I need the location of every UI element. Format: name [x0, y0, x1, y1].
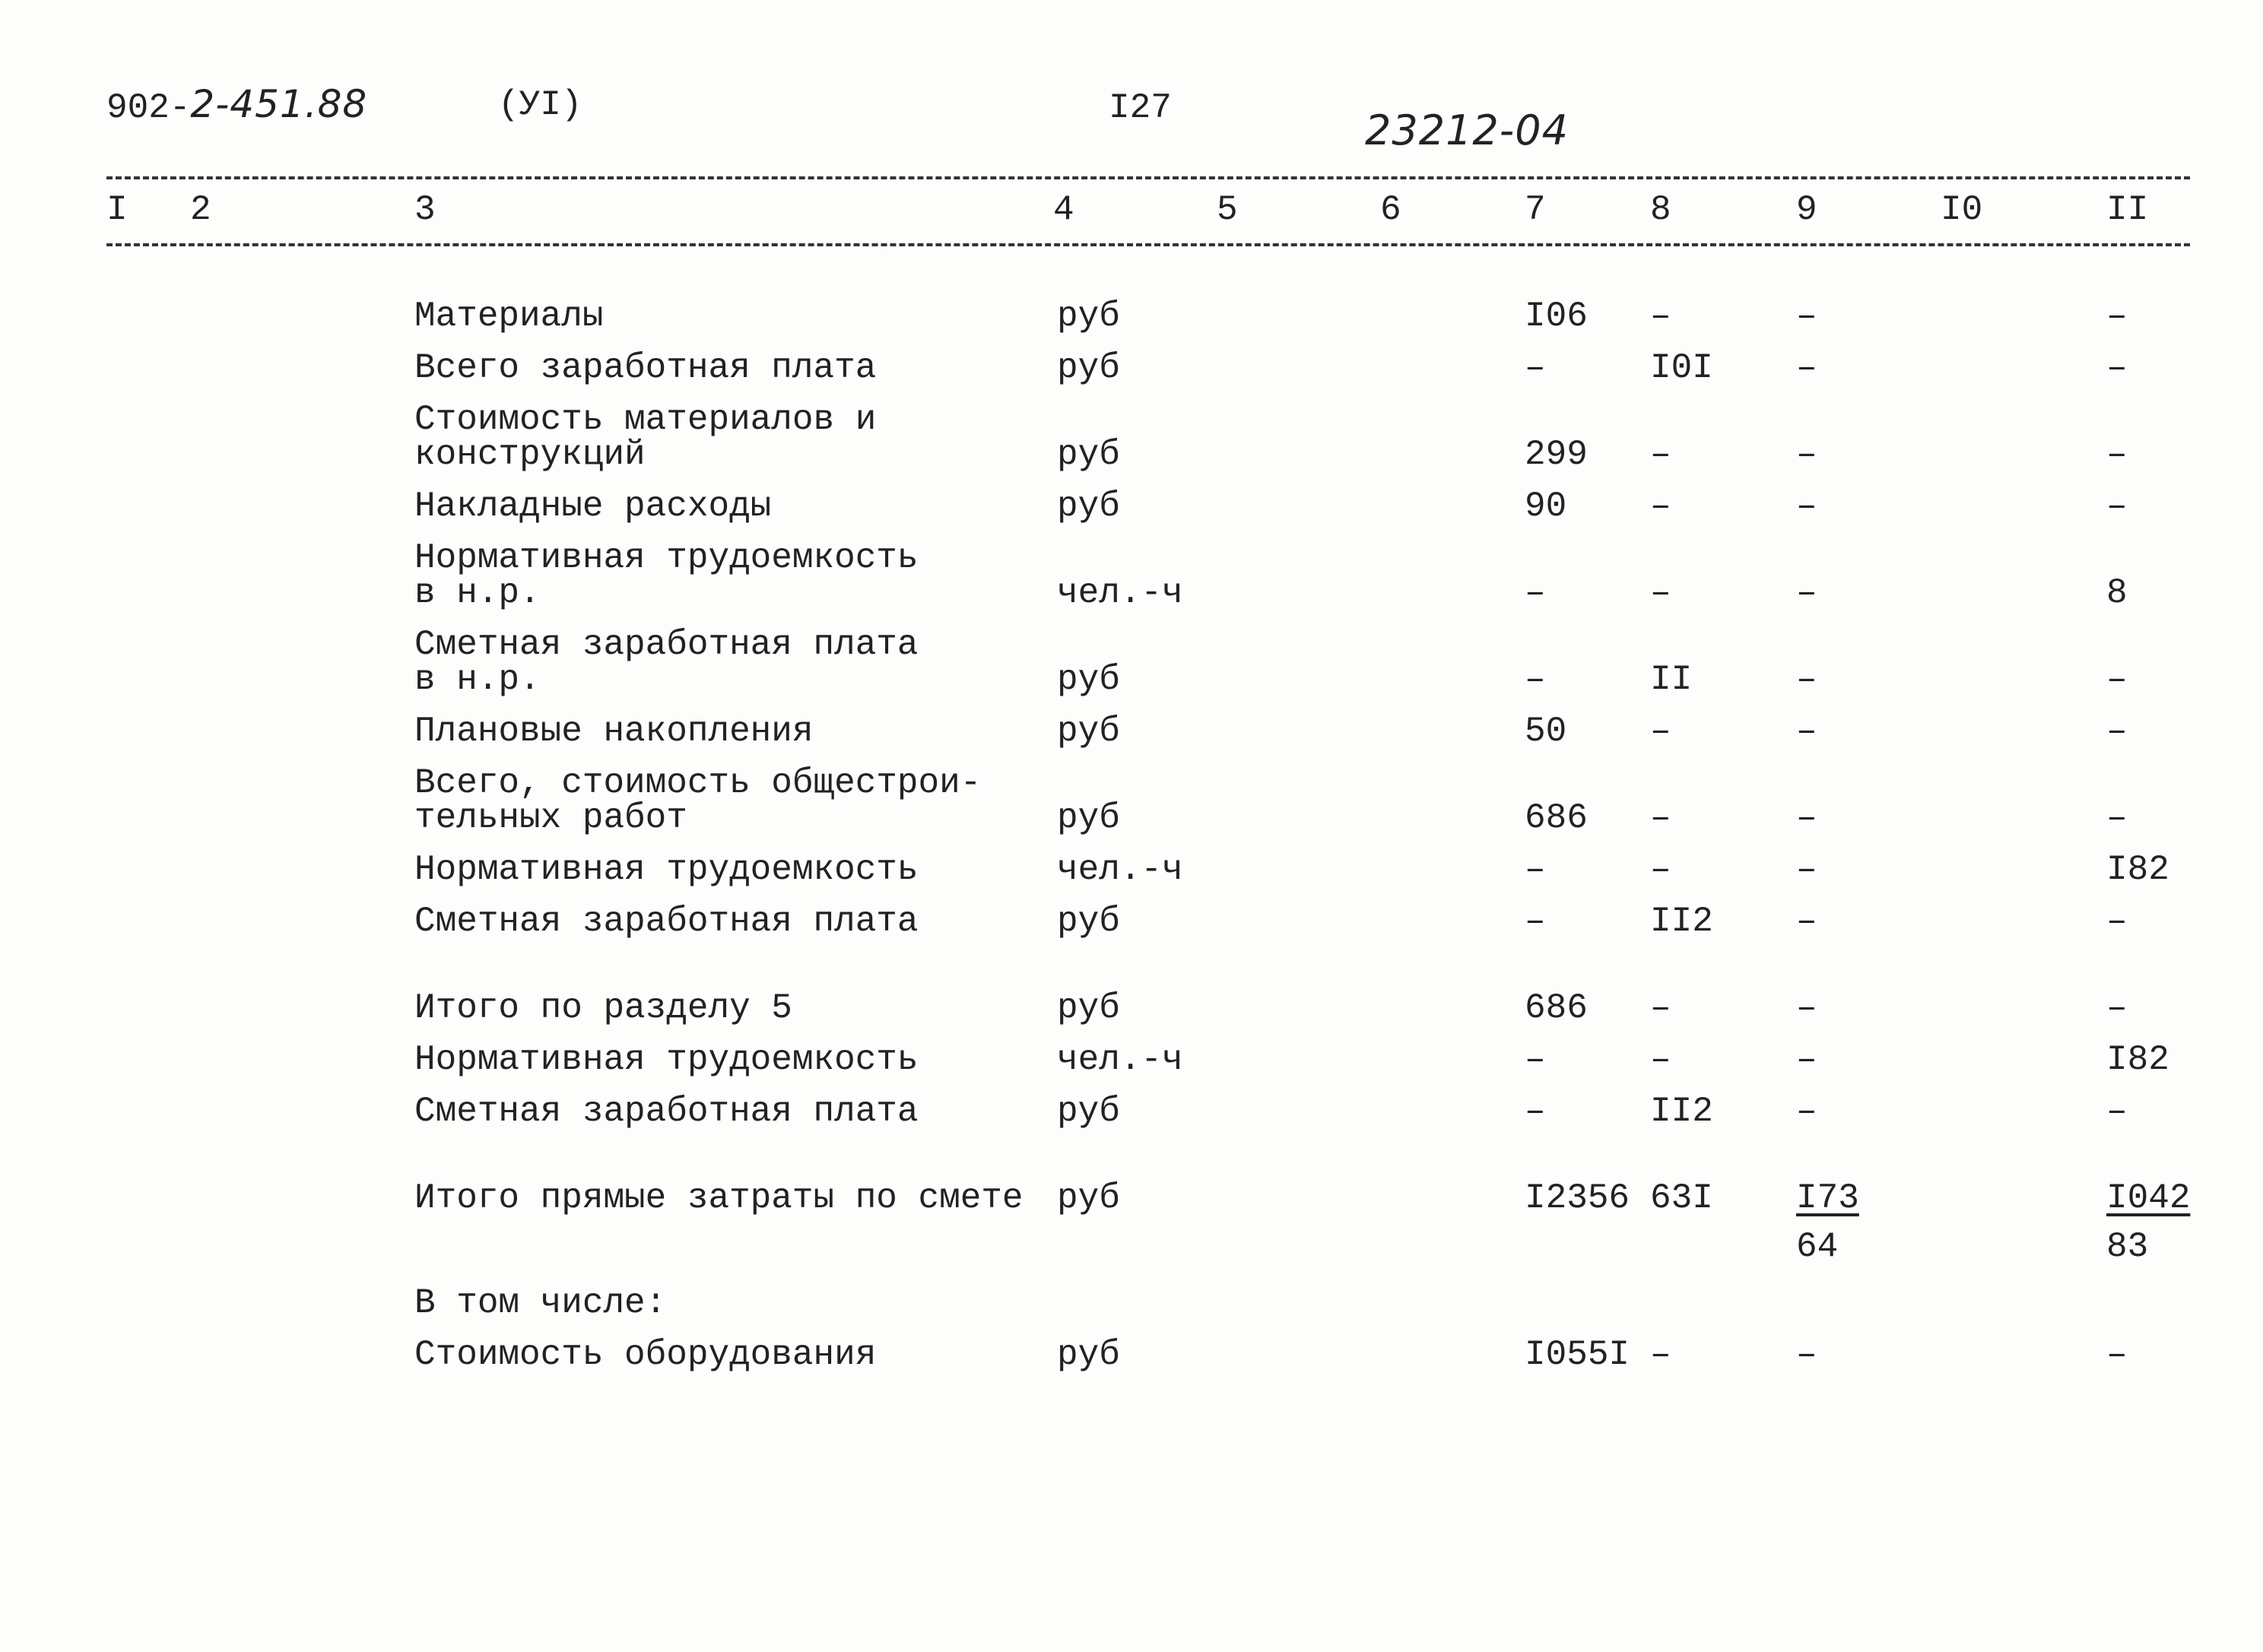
unit-cell: чел.-ч [1057, 850, 1183, 889]
col9-cell: – [1796, 660, 1817, 699]
col9-cell: – [1796, 573, 1817, 613]
col9-cell: – [1796, 296, 1817, 336]
col7-cell: I2356 [1525, 1178, 1630, 1218]
column-header-10: I0 [1941, 190, 1983, 230]
col7-cell: 686 [1525, 988, 1588, 1028]
col8-cell: – [1650, 573, 1671, 613]
col9-cell: – [1796, 1092, 1817, 1131]
row-label: Сметная заработная плата [414, 1092, 919, 1131]
unit-cell: руб [1057, 1335, 1120, 1375]
col11-cell: – [2106, 798, 2128, 838]
col7-cell: 686 [1525, 798, 1588, 838]
row-label: Нормативная трудоемкость [414, 1040, 919, 1080]
col11-cell: – [2106, 988, 2128, 1028]
col8-cell: – [1650, 1335, 1671, 1375]
col7-cell: 90 [1525, 487, 1567, 526]
col7-cell: I06 [1525, 296, 1588, 336]
column-header-11: II [2106, 190, 2149, 230]
volume-label: (УI) [498, 85, 582, 125]
col8-cell: – [1650, 798, 1671, 838]
col11-cell: – [2106, 435, 2128, 474]
col11-cell-fraction: 83 [2106, 1227, 2149, 1267]
header-bottom-divider [106, 243, 2190, 246]
unit-cell: руб [1057, 1092, 1120, 1131]
row-label: Сметная заработная плата [414, 625, 919, 664]
row-label: Плановые накопления [414, 712, 814, 751]
unit-cell: руб [1057, 435, 1120, 474]
col9-cell: – [1796, 798, 1817, 838]
col7-cell: – [1525, 902, 1546, 941]
row-label: Стоимость материалов и [414, 400, 877, 439]
unit-cell: руб [1057, 348, 1120, 388]
row-label: в н.р. [414, 573, 541, 613]
col11-cell: I82 [2106, 1040, 2169, 1080]
col9-cell: – [1796, 1335, 1817, 1375]
col7-cell: 299 [1525, 435, 1588, 474]
column-header-6: 6 [1380, 190, 1401, 230]
row-label: конструкций [414, 435, 646, 474]
col7-cell: – [1525, 660, 1546, 699]
column-header-7: 7 [1525, 190, 1546, 230]
unit-cell: руб [1057, 712, 1120, 751]
unit-cell: чел.-ч [1057, 573, 1183, 613]
col8-cell: – [1650, 296, 1671, 336]
column-header-8: 8 [1650, 190, 1671, 230]
column-header-9: 9 [1796, 190, 1817, 230]
col7-cell: I055I [1525, 1335, 1630, 1375]
col8-cell: I0I [1650, 348, 1713, 388]
col8-cell: – [1650, 988, 1671, 1028]
page-number: I27 [1109, 88, 1172, 128]
col9-cell: – [1796, 487, 1817, 526]
col9-cell-fraction: 64 [1796, 1227, 1839, 1267]
column-header-1: I [106, 190, 128, 230]
col11-cell: – [2106, 487, 2128, 526]
col8-cell: II2 [1650, 1092, 1713, 1131]
col9-cell: – [1796, 902, 1817, 941]
col9-cell: I73 [1796, 1178, 1859, 1218]
row-label: тельных работ [414, 798, 687, 838]
row-label: Накладные расходы [414, 487, 772, 526]
col7-cell: – [1525, 850, 1546, 889]
col11-cell: 8 [2106, 573, 2128, 613]
row-label: в н.р. [414, 660, 541, 699]
document-code-print: 902- [106, 88, 191, 128]
col9-cell: – [1796, 850, 1817, 889]
col7-cell: – [1525, 573, 1546, 613]
col11-cell: I82 [2106, 850, 2169, 889]
stamp-number: 23212-04 [1365, 106, 1569, 154]
col7-cell: – [1525, 1092, 1546, 1131]
row-label: Итого по разделу 5 [414, 988, 792, 1028]
col9-cell: – [1796, 348, 1817, 388]
col9-cell: – [1796, 988, 1817, 1028]
unit-cell: чел.-ч [1057, 1040, 1183, 1080]
document-code-handwritten: 2-451.88 [190, 82, 368, 126]
column-header-4: 4 [1053, 190, 1074, 230]
col11-cell: – [2106, 296, 2128, 336]
unit-cell: руб [1057, 798, 1120, 838]
col8-cell: – [1650, 487, 1671, 526]
col11-cell: – [2106, 712, 2128, 751]
column-header-5: 5 [1217, 190, 1238, 230]
col9-cell: – [1796, 712, 1817, 751]
row-label: Итого прямые затраты по смете [414, 1178, 1024, 1218]
column-header-3: 3 [414, 190, 436, 230]
col11-cell: – [2106, 1092, 2128, 1131]
unit-cell: руб [1057, 1178, 1120, 1218]
unit-cell: руб [1057, 487, 1120, 526]
col8-cell: – [1650, 712, 1671, 751]
row-label: Всего, стоимость общестрои- [414, 763, 982, 803]
unit-cell: руб [1057, 296, 1120, 336]
unit-cell: руб [1057, 902, 1120, 941]
col8-cell: – [1650, 1040, 1671, 1080]
col11-cell: – [2106, 348, 2128, 388]
col8-cell: – [1650, 850, 1671, 889]
row-label: Сметная заработная плата [414, 902, 919, 941]
document-code [106, 82, 367, 128]
row-label: Материалы [414, 296, 604, 336]
unit-cell: руб [1057, 988, 1120, 1028]
col7-cell: – [1525, 348, 1546, 388]
row-label: Всего заработная плата [414, 348, 877, 388]
col7-cell: – [1525, 1040, 1546, 1080]
col9-cell: – [1796, 1040, 1817, 1080]
col7-cell: 50 [1525, 712, 1567, 751]
col8-cell: II2 [1650, 902, 1713, 941]
col11-cell: – [2106, 660, 2128, 699]
col9-cell: – [1796, 435, 1817, 474]
row-label: В том числе: [414, 1283, 667, 1323]
row-label: Нормативная трудоемкость [414, 538, 919, 578]
col11-cell: I042 [2106, 1178, 2191, 1218]
row-label: Нормативная трудоемкость [414, 850, 919, 889]
unit-cell: руб [1057, 660, 1120, 699]
header-top-divider [106, 176, 2190, 179]
col8-cell: – [1650, 435, 1671, 474]
column-header-2: 2 [190, 190, 211, 230]
col11-cell: – [2106, 1335, 2128, 1375]
row-label: Стоимость оборудования [414, 1335, 877, 1375]
col8-cell: II [1650, 660, 1693, 699]
col11-cell: – [2106, 902, 2128, 941]
col8-cell: 63I [1650, 1178, 1713, 1218]
